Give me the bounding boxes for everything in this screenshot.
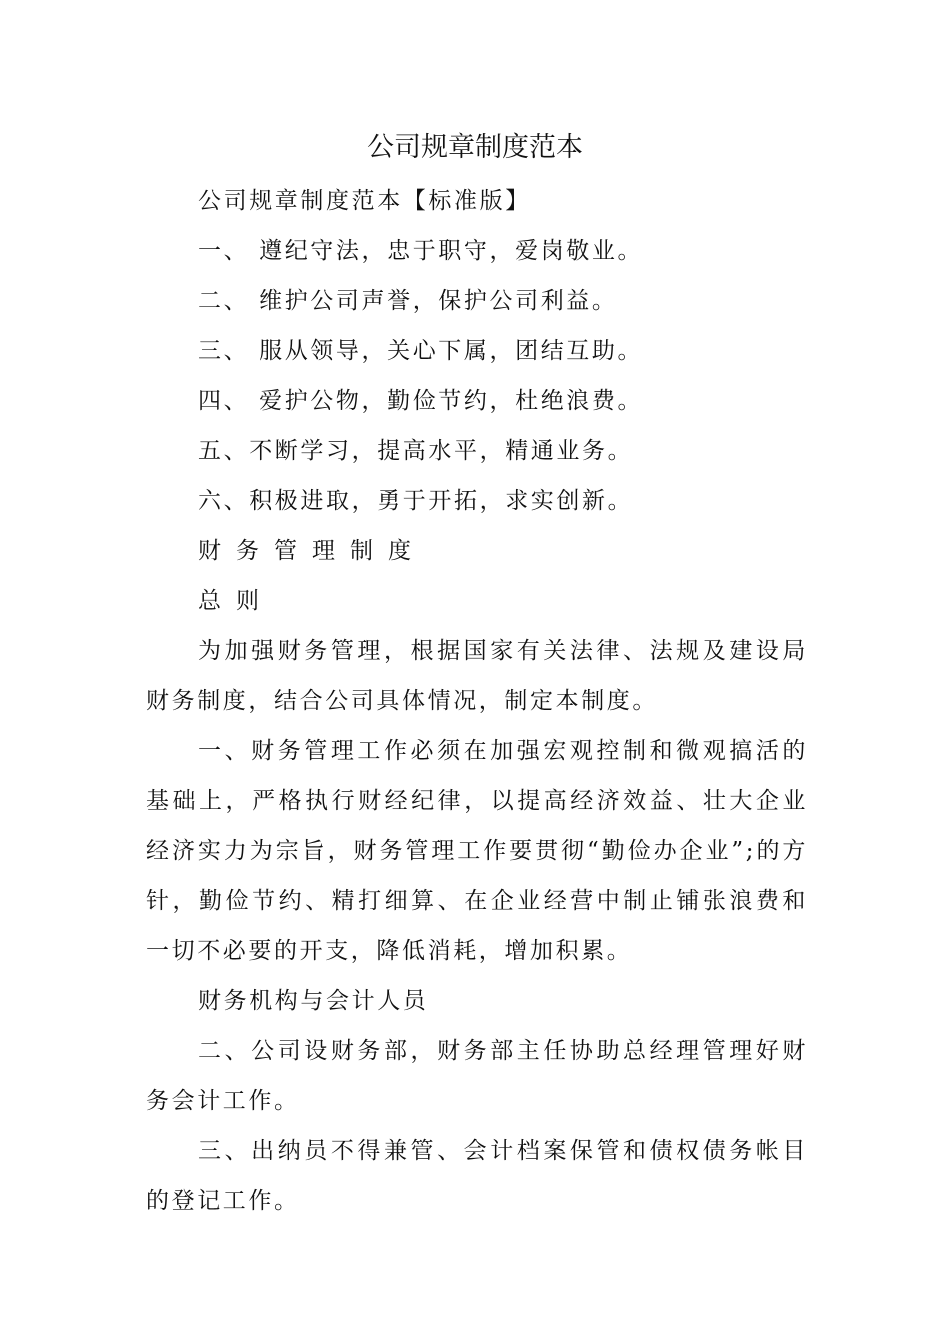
paragraph-article-1: 一、财务管理工作必须在加强宏观控制和微观搞活的基础上，严格执行财经纪律，以提高经济效益、壮大企业经济实力为宗旨，财务管理工作要贯彻“勤俭办企业”;的方针，勤俭节约、精打细算、在企业经营中制止铺张浪费和一切不必要的开支，降低消耗，增加积累。 xyxy=(146,738,808,964)
document-title: 公司规章制度范本 xyxy=(367,132,583,163)
paragraph-subtitle: 公司规章制度范本【标准版】 xyxy=(198,188,531,214)
section-heading-staff: 财务机构与会计人员 xyxy=(198,988,429,1014)
paragraph-rule-5: 五、不断学习，提高水平，精通业务。 xyxy=(198,438,634,464)
paragraph-rule-3: 三、 服从领导，关心下属，团结互助。 xyxy=(198,338,644,364)
paragraph-rule-2: 二、 维护公司声誉，保护公司利益。 xyxy=(198,288,618,314)
paragraph-intro: 为加强财务管理，根据国家有关法律、法规及建设局财务制度，结合公司具体情况，制定本制度。 xyxy=(146,638,808,714)
section-heading-general: 总则 xyxy=(198,588,274,614)
document-body xyxy=(146,176,808,1226)
paragraph-rule-1: 一、 遵纪守法，忠于职守，爱岗敬业。 xyxy=(198,238,644,264)
paragraph-rule-4: 四、 爱护公物，勤俭节约，杜绝浪费。 xyxy=(198,388,644,414)
paragraph-article-3: 三、出纳员不得兼管、会计档案保管和债权债务帐目的登记工作。 xyxy=(146,1138,808,1214)
paragraph-rule-6: 六、积极进取，勇于开拓，求实创新。 xyxy=(198,488,634,514)
section-heading-finance: 财务管理制度 xyxy=(198,538,426,564)
paragraph-article-2: 二、公司设财务部，财务部主任协助总经理管理好财务会计工作。 xyxy=(146,1038,808,1114)
